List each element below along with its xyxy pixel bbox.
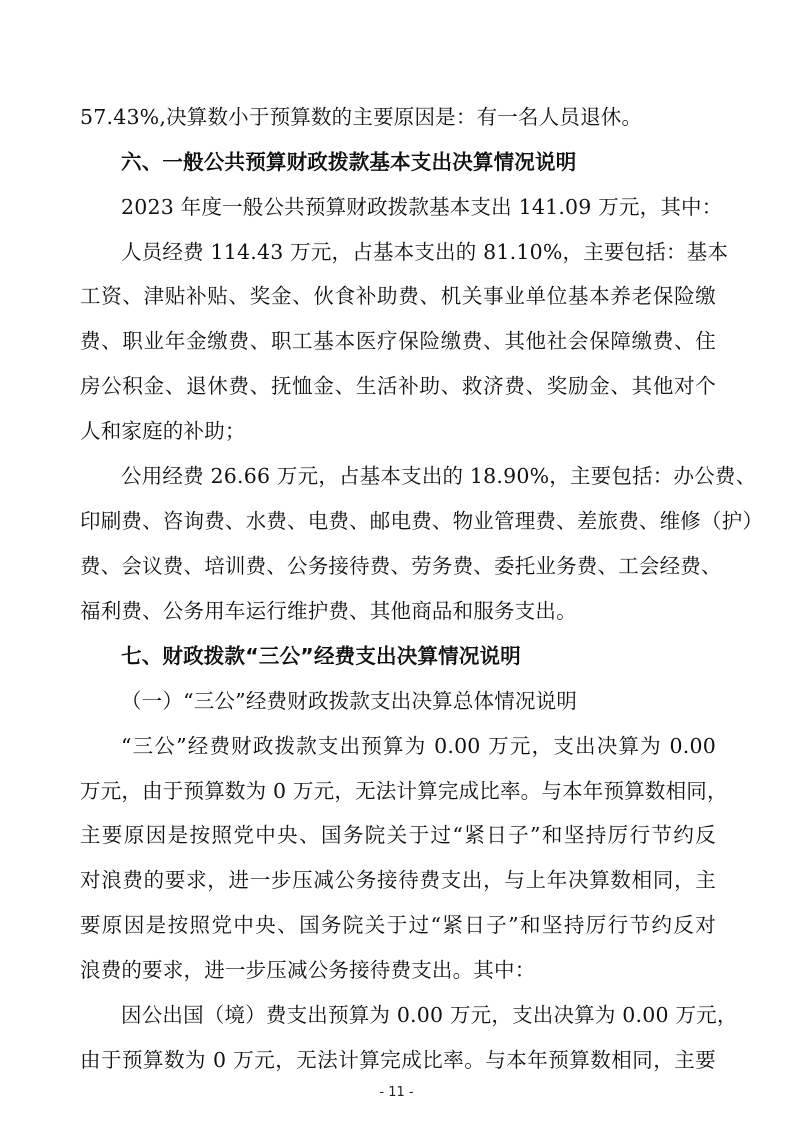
page-number: - 11 -: [379, 1085, 414, 1100]
paragraph-line: 对浪费的要求，进一步压减公务接待费支出，与上年决算数相同，主: [80, 868, 716, 892]
section-heading-7: 七、财政拨款“三公”经费支出决算情况说明: [121, 644, 521, 668]
paragraph-line: 房公积金、退休费、抚恤金、生活补助、救济费、奖励金、其他对个: [80, 374, 716, 398]
paragraph-line: 主要原因是按照党中央、国务院关于过“紧日子”和坚持厉行节约反: [80, 823, 716, 847]
paragraph-line: 人员经费 114.43 万元，占基本支出的 81.10%，主要包括：基本: [121, 240, 729, 264]
paragraph-line: 57.43%,决算数小于预算数的主要原因是：有一名人员退休。: [80, 105, 643, 129]
paragraph-line: 因公出国（境）费支出预算为 0.00 万元，支出决算为 0.00 万元，: [121, 1003, 738, 1027]
paragraph-line: 2023 年度一般公共预算财政拨款基本支出 141.09 万元，其中：: [121, 195, 723, 219]
paragraph-line: 人和家庭的补助；: [80, 419, 246, 443]
paragraph-line: 工资、津贴补贴、奖金、伙食补助费、机关事业单位基本养老保险缴: [80, 284, 716, 308]
paragraph-line: 费、会议费、培训费、公务接待费、劳务费、委托业务费、工会经费、: [80, 554, 722, 578]
paragraph-line: 福利费、公务用车运行维护费、其他商品和服务支出。: [80, 599, 577, 623]
paragraph-line: 浪费的要求，进一步压减公务接待费支出。其中：: [80, 958, 536, 982]
section-heading-6: 六、一般公共预算财政拨款基本支出决算情况说明: [121, 150, 577, 174]
paragraph-line: “三公”经费财政拨款支出预算为 0.00 万元，支出决算为 0.00: [121, 734, 716, 758]
subsection-heading: （一）“三公”经费财政拨款支出决算总体情况说明: [121, 689, 578, 713]
paragraph-line: 万元，由于预算数为 0 万元，无法计算完成比率。与本年预算数相同，: [80, 779, 728, 803]
paragraph-line: 要原因是按照党中央、国务院关于过“紧日子”和坚持厉行节约反对: [80, 913, 716, 937]
paragraph-line: 公用经费 26.66 万元，占基本支出的 18.90%，主要包括：办公费、: [121, 464, 757, 488]
paragraph-line: 印刷费、咨询费、水费、电费、邮电费、物业管理费、差旅费、维修（护）: [80, 509, 764, 533]
paragraph-line: 费、职业年金缴费、职工基本医疗保险缴费、其他社会保障缴费、住: [80, 329, 716, 353]
paragraph-line: 由于预算数为 0 万元，无法计算完成比率。与本年预算数相同，主要: [80, 1048, 716, 1072]
